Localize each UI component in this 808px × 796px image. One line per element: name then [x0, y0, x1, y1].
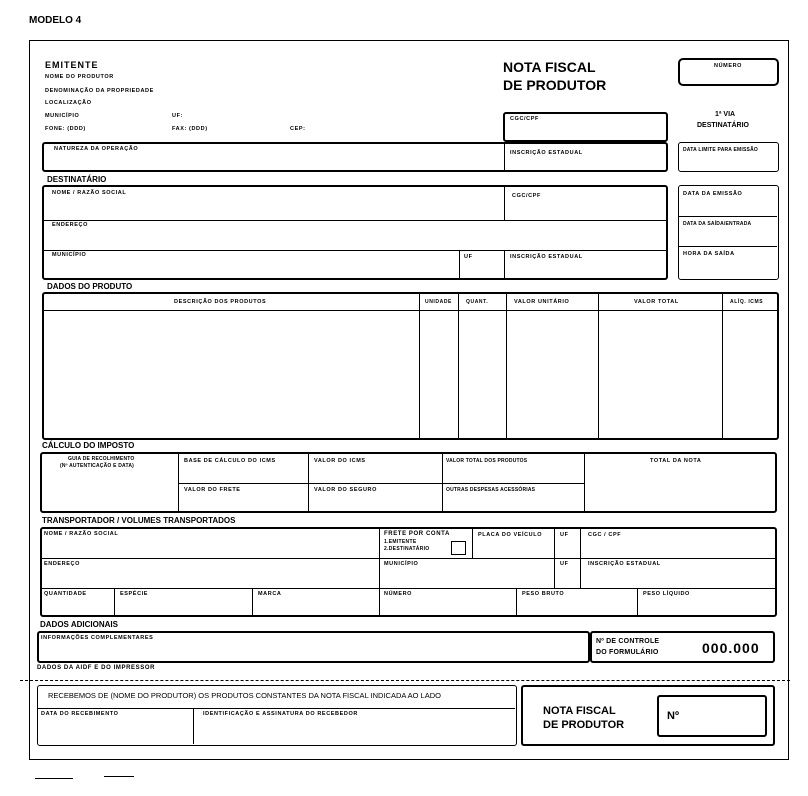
- tear-line: [20, 680, 790, 681]
- peso-bruto-field[interactable]: [516, 595, 634, 615]
- frete-checkbox[interactable]: [451, 541, 466, 555]
- transp-nome-label: NOME / RAZÃO SOCIAL: [44, 531, 119, 537]
- controle-line1: Nº DE CONTROLE: [596, 638, 660, 645]
- guia-field[interactable]: [42, 472, 176, 511]
- assinatura-field[interactable]: [195, 716, 515, 744]
- inscricao-label: INSCRIÇÃO ESTADUAL: [510, 150, 583, 156]
- via-line2: DESTINATÁRIO: [697, 122, 749, 129]
- transp-cgc-label: CGC / CPF: [588, 532, 622, 538]
- total-nota-label: TOTAL DA NOTA: [650, 458, 702, 464]
- col-aliq-icms: ALÍQ. ICMS: [730, 299, 764, 305]
- hora-saida-label: HORA DA SAÍDA: [683, 251, 735, 257]
- transp-inscricao-label: INSCRIÇÃO ESTADUAL: [588, 561, 661, 567]
- emitente-fone: FONE: (DDD): [45, 126, 86, 132]
- canhoto-nf-line1: NOTA FISCAL: [543, 705, 616, 717]
- emitente-cep: CEP:: [290, 126, 306, 132]
- emitente-cgc-box[interactable]: [503, 112, 668, 142]
- guia-line2: (Nº AUTENTICAÇÃO E DATA): [60, 463, 135, 469]
- transp-uf-label: UF: [560, 532, 569, 538]
- dest-inscricao-label: INSCRIÇÃO ESTADUAL: [510, 254, 583, 260]
- transp-cgc-field[interactable]: [580, 538, 775, 556]
- data-limite-box[interactable]: [678, 142, 779, 172]
- especie-label: ESPÉCIE: [120, 591, 149, 597]
- dest-cgc-field[interactable]: [505, 195, 665, 217]
- frete-line3: 2.DESTINATÁRIO: [384, 546, 430, 552]
- informacoes-label: INFORMAÇÕES COMPLEMENTARES: [41, 635, 154, 641]
- emitente-localizacao: LOCALIZAÇÃO: [45, 100, 92, 106]
- data-limite-label: DATA LIMITE PARA EMISSÃO: [683, 147, 758, 153]
- data-recebimento-field[interactable]: [39, 716, 191, 744]
- total-nota-field[interactable]: [584, 466, 775, 511]
- col-unidade: UNIDADE: [425, 299, 452, 305]
- base-calculo-label: BASE DE CÁLCULO DO ICMS: [184, 458, 276, 464]
- nf-title-line1: NOTA FISCAL: [503, 59, 596, 75]
- bottom-mark: [35, 778, 73, 779]
- data-recebimento-label: DATA DO RECEBIMENTO: [41, 711, 119, 717]
- adicionais-title: DADOS ADICIONAIS: [40, 620, 118, 629]
- emitente-denominacao: DENOMINAÇÃO DA PROPRIEDADE: [45, 88, 154, 94]
- transp-municipio-label: MUNICÍPIO: [384, 561, 419, 567]
- aidf-label: DADOS DA AIDF E DO IMPRESSOR: [37, 665, 156, 671]
- model-label: MODELO 4: [29, 15, 82, 26]
- identificacao-label: IDENTIFICAÇÃO E ASSINATURA DO RECEBEDOR: [203, 711, 358, 717]
- dest-nome-field[interactable]: [44, 195, 500, 217]
- placa-field[interactable]: [472, 538, 550, 556]
- inscricao-field[interactable]: [504, 144, 666, 170]
- valor-total-produtos-label: VALOR TOTAL DOS PRODUTOS: [446, 458, 528, 464]
- valor-icms-label: VALOR DO ICMS: [314, 458, 366, 464]
- frete-line1: FRETE POR CONTA: [384, 531, 450, 537]
- emitente-title: EMITENTE: [45, 60, 99, 70]
- valor-seguro-field[interactable]: [308, 492, 440, 511]
- canhoto-numero-box[interactable]: [657, 695, 767, 737]
- destinatario-title: DESTINATÁRIO: [47, 175, 107, 184]
- numero-box[interactable]: [678, 58, 779, 86]
- emitente-cgc-label: CGC/CPF: [510, 116, 539, 122]
- peso-liquido-field[interactable]: [637, 595, 775, 615]
- dest-endereco-field[interactable]: [44, 226, 664, 248]
- emitente-municipio: MUNICÍPIO: [45, 113, 80, 119]
- quantidade-label: QUANTIDADE: [44, 591, 87, 597]
- col-quant: QUANT.: [466, 299, 489, 305]
- marca-field[interactable]: [252, 595, 376, 615]
- quantidade-field[interactable]: [42, 595, 112, 615]
- transp-uf2-field[interactable]: [554, 566, 578, 586]
- bottom-mark: [104, 776, 134, 777]
- transp-numero-label: NÚMERO: [384, 591, 413, 597]
- dest-endereco-label: ENDEREÇO: [52, 222, 88, 228]
- valor-icms-field[interactable]: [308, 462, 440, 480]
- transp-endereco-field[interactable]: [42, 566, 376, 586]
- numero-label: NÚMERO: [714, 63, 743, 69]
- emitente-uf: UF:: [172, 113, 183, 119]
- produto-rows-area[interactable]: [44, 310, 777, 438]
- hora-saida-field[interactable]: [680, 256, 777, 276]
- dest-nome-label: NOME / RAZÃO SOCIAL: [52, 190, 127, 196]
- transp-endereco-label: ENDEREÇO: [44, 561, 80, 567]
- controle-box: [590, 631, 775, 663]
- base-calculo-field[interactable]: [178, 462, 306, 480]
- transportador-title: TRANSPORTADOR / VOLUMES TRANSPORTADOS: [42, 516, 236, 525]
- data-emissao-label: DATA DA EMISSÃO: [683, 191, 743, 197]
- canhoto-numero-label: Nº: [667, 710, 679, 722]
- dest-inscricao-field[interactable]: [505, 256, 665, 278]
- transp-inscricao-field[interactable]: [580, 566, 775, 586]
- col-valor-unitario: VALOR UNITÁRIO: [514, 299, 570, 305]
- valor-seguro-label: VALOR DO SEGURO: [314, 487, 377, 493]
- frete-line2: 1.EMITENTE: [384, 539, 417, 545]
- controle-line2: DO FORMULÁRIO: [596, 649, 659, 656]
- dest-cgc-label: CGC/CPF: [512, 193, 541, 199]
- dest-uf-field[interactable]: [460, 256, 500, 278]
- dest-uf-label: UF: [464, 254, 473, 260]
- via-line1: 1ª VIA: [715, 111, 736, 118]
- nf-title-line2: DE PRODUTOR: [503, 77, 607, 93]
- peso-bruto-label: PESO BRUTO: [522, 591, 565, 597]
- recebemos-text: RECEBEMOS DE (NOME DO PRODUTOR) OS PRODUTOS CONSTANTES DA NOTA FISCAL INDICADA AO LADO: [48, 691, 441, 700]
- col-valor-total: VALOR TOTAL: [634, 299, 679, 305]
- placa-label: PLACA DO VEÍCULO: [478, 532, 543, 538]
- canhoto-nf-line2: DE PRODUTOR: [543, 719, 625, 731]
- outras-despesas-label: OUTRAS DESPESAS ACESSÓRIAS: [446, 487, 536, 493]
- imposto-title: CÁLCULO DO IMPOSTO: [42, 441, 135, 450]
- dest-municipio-label: MUNICÍPIO: [52, 252, 87, 258]
- natureza-label: NATUREZA DA OPERAÇÃO: [54, 146, 139, 152]
- valor-frete-label: VALOR DO FRETE: [184, 487, 241, 493]
- transp-uf-field[interactable]: [554, 538, 578, 556]
- natureza-field[interactable]: [44, 144, 502, 170]
- transp-municipio-field[interactable]: [380, 566, 550, 586]
- informacoes-box[interactable]: [37, 631, 590, 663]
- transp-nome-field[interactable]: [42, 538, 376, 556]
- transp-numero-field[interactable]: [380, 595, 514, 615]
- peso-liquido-label: PESO LÍQUIDO: [643, 591, 690, 597]
- dest-municipio-field[interactable]: [44, 256, 456, 278]
- marca-label: MARCA: [258, 591, 282, 597]
- valor-frete-field[interactable]: [178, 492, 306, 511]
- guia-line1: GUIA DE RECOLHIMENTO: [68, 456, 135, 462]
- outras-despesas-field[interactable]: [442, 492, 582, 511]
- emitente-fax: FAX: (DDD): [172, 126, 208, 132]
- canhoto-nf-box: [521, 685, 775, 746]
- valor-total-produtos-field[interactable]: [442, 462, 582, 480]
- transp-uf2-label: UF: [560, 561, 569, 567]
- data-emissao-field[interactable]: [680, 196, 777, 214]
- col-descricao: DESCRIÇÃO DOS PRODUTOS: [174, 299, 267, 305]
- especie-field[interactable]: [114, 595, 250, 615]
- produto-title: DADOS DO PRODUTO: [47, 282, 133, 291]
- controle-value: 000.000: [702, 640, 760, 656]
- data-saida-label: DATA DA SAÍDA/ENTRADA: [683, 221, 752, 227]
- data-saida-field[interactable]: [680, 226, 777, 244]
- emitente-nome: NOME DO PRODUTOR: [45, 74, 114, 80]
